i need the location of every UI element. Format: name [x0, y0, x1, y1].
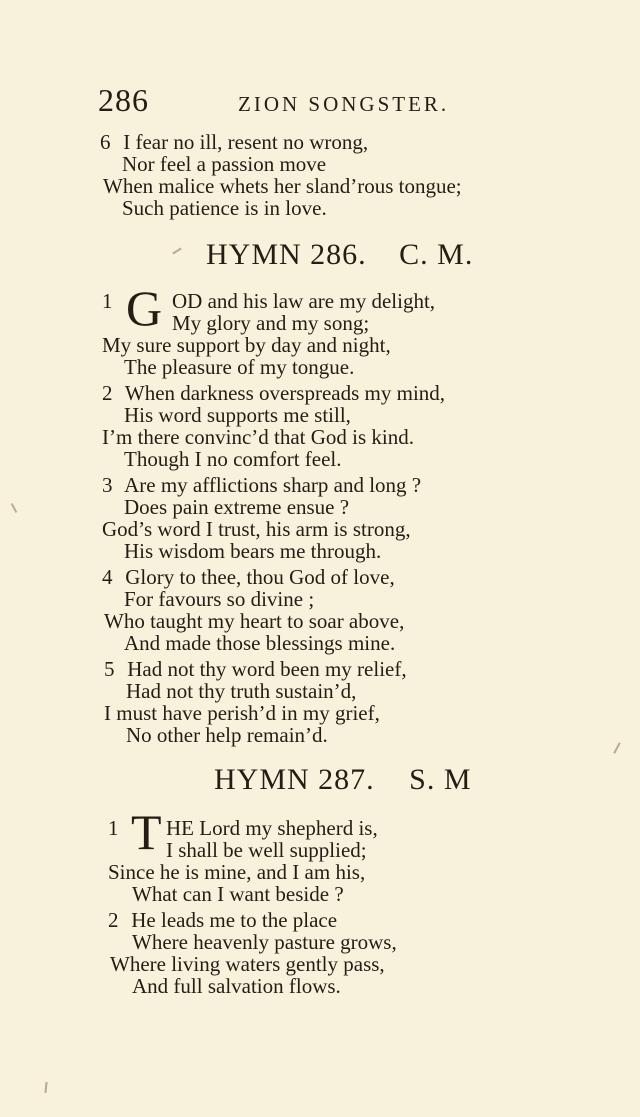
verse-line: And full salvation flows.: [132, 974, 341, 998]
verse-line: Who taught my heart to soar above,: [104, 609, 405, 633]
running-title: ZION SONGSTER.: [238, 92, 450, 116]
verse-line: [102, 474, 421, 496]
verse-line: And made those blessings mine.: [124, 631, 396, 655]
verse-text: Had not thy word been my relief,: [127, 657, 407, 681]
verse-line: The pleasure of my tongue.: [124, 355, 355, 379]
hymn-heading: [214, 763, 472, 797]
verse-text: When darkness overspreads my mind,: [124, 381, 446, 405]
scan-mark: [44, 1082, 47, 1093]
verse-line: [100, 131, 368, 153]
scan-mark: [172, 248, 182, 255]
stanza-number: 3: [102, 473, 113, 497]
hymn-title: HYMN 286.: [206, 238, 367, 271]
stanza-number: 1: [108, 816, 119, 840]
verse-line: [102, 382, 445, 404]
drop-cap: T: [131, 804, 162, 860]
verse-text: Glory to thee, thou God of love,: [125, 565, 395, 589]
stanza-number: 2: [102, 381, 113, 405]
verse-line: His wisdom bears me through.: [124, 539, 382, 563]
hymn-title: HYMN 287.: [214, 763, 375, 796]
verse-line: My sure support by day and night,: [102, 333, 391, 357]
verse-line: HE Lord my shepherd is,: [166, 816, 378, 840]
hymn-meter: S. M: [409, 763, 472, 796]
verse-line: Where living waters gently pass,: [110, 952, 385, 976]
verse-line: My glory and my song;: [172, 311, 370, 335]
hymn-heading: [206, 238, 473, 272]
verse-line: [108, 909, 337, 931]
verse-line: When malice whets her sland’rous tongue;: [103, 174, 462, 198]
verse-line: I shall be well supplied;: [166, 838, 367, 862]
verse-line: His word supports me still,: [124, 403, 351, 427]
verse-text: He leads me to the place: [131, 908, 338, 932]
drop-cap: G: [126, 280, 163, 336]
verse-line: I’m there convinc’d that God is kind.: [102, 425, 415, 449]
verse-line: Since he is mine, and I am his,: [108, 860, 366, 884]
verse-line: Where heavenly pasture grows,: [132, 930, 397, 954]
verse-line: [102, 566, 395, 588]
verse-line: Though I no comfort feel.: [124, 447, 342, 471]
verse-text: Are my afflictions sharp and long ?: [124, 473, 422, 497]
stanza-number: 1: [102, 289, 113, 313]
page-header: [98, 82, 578, 122]
stanza-number: 2: [108, 908, 119, 932]
verse-line: Does pain extreme ensue ?: [124, 495, 350, 519]
stanza-number: 4: [102, 565, 113, 589]
verse-line: OD and his law are my delight,: [172, 289, 436, 313]
verse-line: No other help remain’d.: [126, 723, 328, 747]
stanza-number: 6: [100, 130, 111, 154]
verse-line: God’s word I trust, his arm is strong,: [102, 517, 411, 541]
stanza-number: 5: [104, 657, 115, 681]
verse-line: Had not thy truth sustain’d,: [126, 679, 357, 703]
hymn-meter: C. M.: [399, 238, 474, 271]
verse-text: I fear no ill, resent no wrong,: [123, 130, 369, 154]
verse-line: Nor feel a passion move: [122, 152, 327, 176]
page-number: 286: [98, 82, 149, 118]
verse-line: For favours so divine ;: [124, 587, 315, 611]
verse-line: [104, 658, 407, 680]
scan-mark: [11, 503, 17, 513]
scan-mark: [613, 742, 620, 754]
verse-line: Such patience is in love.: [122, 196, 327, 220]
verse-line: I must have perish’d in my grief,: [104, 701, 380, 725]
verse-line: What can I want beside ?: [132, 882, 344, 906]
